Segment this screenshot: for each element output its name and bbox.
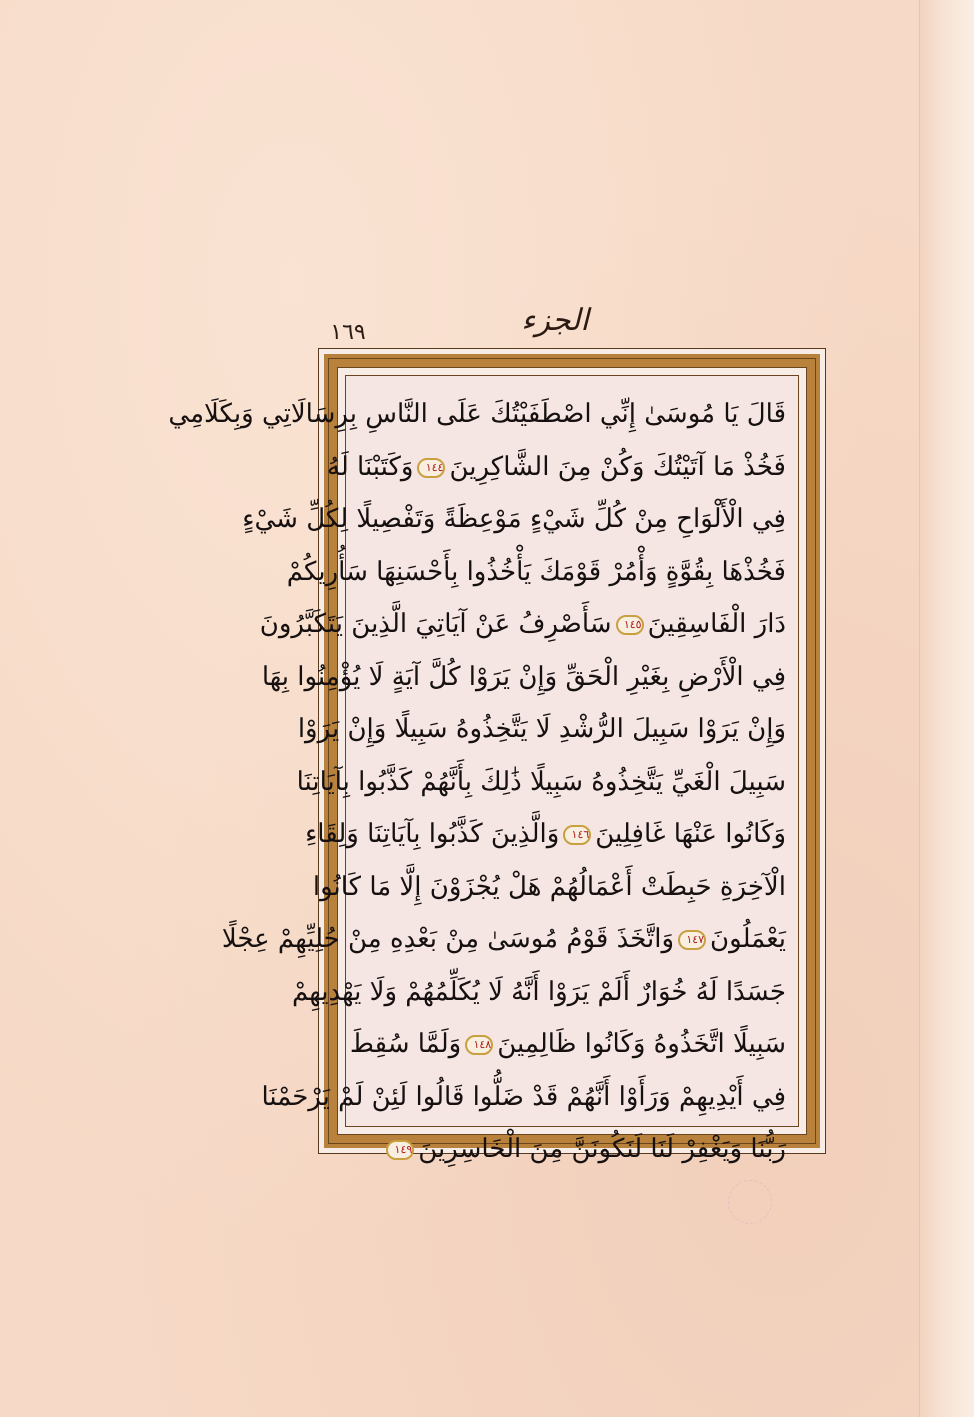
verse-line-4 [286, 546, 786, 599]
line-tail: وَالَّذِينَ كَذَّبُوا بِآيَاتِنَا وَلِقَاءِ [305, 819, 560, 849]
verse-line-15 [358, 1123, 786, 1176]
line-tail: وَلَمَّا سُقِطَ [349, 1029, 462, 1059]
verse-line-3 [242, 493, 786, 546]
verse-line-1 [168, 388, 786, 441]
line-tail: وَكَتَبْنَا لَهُ [326, 451, 414, 482]
verse-line-5 [259, 598, 786, 651]
line-text: الْآخِرَةِ حَبِطَتْ أَعْمَالُهُمْ هَلْ يُجْزَوْنَ إِلَّا مَا كَانُوا [312, 871, 786, 902]
line-text: وَإِنْ يَرَوْا سَبِيلَ الرُّشْدِ لَا يَتَّخِذُوهُ سَبِيلًا وَإِنْ يَرَوْا [297, 714, 786, 744]
line-text: رَبُّنَا وَيَغْفِرْ لَنَا لَنَكُونَنَّ مِنَ الْخَاسِرِينَ [418, 1134, 786, 1164]
verse-line-8 [296, 756, 786, 809]
line-text: فِي أَيْدِيهِمْ وَرَأَوْا أَنَّهُمْ قَدْ ضَلُّوا قَالُوا لَئِنْ لَمْ يَرْحَمْنَا [261, 1081, 786, 1112]
line-text: دَارَ الْفَاسِقِينَ [647, 609, 786, 639]
ornamental-frame [168, 348, 826, 1164]
line-text: جَسَدًا لَهُ خُوَارٌ أَلَمْ يَرَوْا أَنَّهُ لَا يُكَلِّمُهُمْ وَلَا يَهْدِيهِمْ [292, 976, 786, 1007]
juz-title: الجزء [521, 303, 589, 338]
verse-line-11 [221, 913, 786, 966]
page-edge [919, 0, 974, 1417]
ayah-marker-144: ١٤٤ [417, 458, 445, 478]
verse-lines [168, 388, 786, 1176]
text-panel [168, 375, 799, 1164]
verse-line-9 [305, 808, 786, 861]
verse-line-7 [297, 703, 786, 756]
ayah-marker-148: ١٤٨ [465, 1035, 493, 1055]
line-tail: وَاتَّخَذَ قَوْمُ مُوسَىٰ مِنْ بَعْدِهِ مِنْ حُلِيِّهِمْ عِجْلًا [221, 924, 675, 954]
ayah-marker-145: ١٤٥ [616, 615, 644, 635]
verse-line-6 [261, 651, 786, 704]
line-text: قَالَ يَا مُوسَىٰ إِنِّي اصْطَفَيْتُكَ عَلَى النَّاسِ بِرِسَالَاتِي وَبِكَلَامِي [168, 399, 786, 429]
line-text: يَعْمَلُونَ [710, 924, 786, 954]
line-text: فِي الْأَرْضِ بِغَيْرِ الْحَقِّ وَإِنْ يَرَوْا كُلَّ آيَةٍ لَا يُؤْمِنُوا بِهَا [261, 661, 786, 692]
line-text: فِي الْأَلْوَاحِ مِنْ كُلِّ شَيْءٍ مَوْعِظَةً وَتَفْصِيلًا لِكُلِّ شَيْءٍ [242, 504, 786, 534]
line-tail: سَأَصْرِفُ عَنْ آيَاتِيَ الَّذِينَ يَتَكَبَّرُونَ [259, 609, 612, 639]
ayah-marker-146: ١٤٦ [563, 825, 591, 845]
line-text: سَبِيلًا اتَّخَذُوهُ وَكَانُوا ظَالِمِينَ [497, 1029, 786, 1059]
verse-line-14 [261, 1071, 786, 1124]
verse-line-13 [349, 1018, 786, 1071]
page-number: ١٦٩ [330, 320, 366, 345]
verse-line-2 [326, 441, 786, 494]
verse-line-10 [312, 861, 786, 914]
line-text: فَخُذْهَا بِقُوَّةٍ وَأْمُرْ قَوْمَكَ يَأْخُذُوا بِأَحْسَنِهَا سَأُرِيكُمْ [286, 556, 786, 587]
line-text: فَخُذْ مَا آتَيْتُكَ وَكُنْ مِنَ الشَّاكِرِينَ [449, 451, 786, 482]
ayah-marker-149: ١٤٩ [386, 1140, 414, 1160]
verse-line-12 [292, 966, 786, 1019]
line-text: سَبِيلَ الْغَيِّ يَتَّخِذُوهُ سَبِيلًا ذَٰلِكَ بِأَنَّهُمْ كَذَّبُوا بِآيَاتِنَا [296, 766, 786, 797]
ayah-marker-147: ١٤٧ [678, 930, 706, 950]
faint-stamp [728, 1180, 772, 1224]
line-text: وَكَانُوا عَنْهَا غَافِلِينَ [595, 819, 786, 849]
